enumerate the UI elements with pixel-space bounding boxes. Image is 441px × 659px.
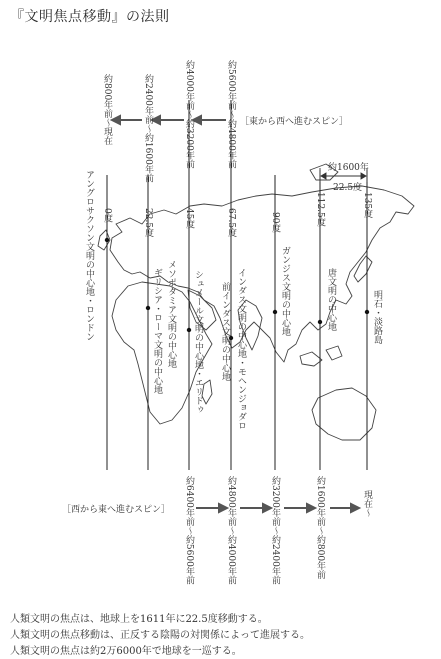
degree-label-3: 67.5度 xyxy=(226,208,236,238)
center-label-tang: 唐文明の中心地 xyxy=(326,268,336,331)
center-label-mesopotamia: メソポタミア文明の中心地 xyxy=(166,260,176,368)
australia-outline xyxy=(312,388,376,440)
madagascar-outline xyxy=(202,380,212,404)
lower-spin-label: ［西から東へ進むスピン］ xyxy=(62,505,171,515)
lower-period-0: 約6400年前〜約5600年前 xyxy=(184,476,194,585)
upper-period-0: 約800年前〜現在 xyxy=(102,74,112,146)
lower-period-1: 約4800年前〜約4000年前 xyxy=(226,476,236,585)
caption-line-3: 人類文明の焦点は約2万6000年で地球を一巡する。 xyxy=(10,646,242,657)
center-label-eridu: シュメール文明の中心地・エリドゥ xyxy=(193,270,203,414)
degree-label-2: 45度 xyxy=(184,208,194,229)
interval-years: 約1600年 xyxy=(328,163,369,173)
center-label-ganges: ガンジス文明の中心地 xyxy=(280,246,290,336)
lower-period-3: 約1600年前〜約800年前 xyxy=(315,476,325,580)
center-label-pre-indus: 前インダス文明の中心地 xyxy=(220,282,230,381)
caption-line-2: 人類文明の焦点移動は、正反する陰陽の対関係によって進展する。 xyxy=(10,630,310,641)
interval-degrees: 22.5度 xyxy=(333,183,363,193)
upper-arrows xyxy=(112,116,226,124)
center-label-london: アングロサクソン文明の中心地・ロンドン xyxy=(84,170,94,341)
dot-mesopotamia xyxy=(187,328,191,332)
center-label-akashi: 明石・淡路島 xyxy=(372,290,382,344)
lower-period-2: 約3200年前〜約2400年前 xyxy=(270,476,280,585)
center-label-greece: ギリシア・ローマ文明の中心地 xyxy=(152,268,162,394)
degree-label-5: 112.5度 xyxy=(315,192,325,227)
caption-line-1: 人類文明の焦点は、地球上を1611年に22.5度移動する。 xyxy=(10,614,268,625)
sea-islands-outline xyxy=(300,352,322,366)
degree-label-1: 22.5度 xyxy=(143,208,153,238)
degree-label-0: 0度 xyxy=(102,208,112,223)
dot-akashi xyxy=(365,310,369,314)
degree-label-4: 90度 xyxy=(270,212,280,233)
degree-label-6: 135度 xyxy=(362,192,372,219)
upper-period-1: 約2400年前〜約1600年前 xyxy=(143,74,153,183)
upper-spin-label: ［東から西へ進むスピン］ xyxy=(240,117,349,127)
dot-greece xyxy=(146,306,150,310)
page-title: 『文明焦点移動』の法則 xyxy=(10,9,170,25)
dot-ganges xyxy=(273,310,277,314)
lower-period-4: 現在〜 xyxy=(362,490,372,517)
dot-london xyxy=(105,238,109,242)
dot-tang xyxy=(318,320,322,324)
upper-period-3: 約5600年前〜約4800年前 xyxy=(226,60,236,169)
upper-period-2: 約4000年前〜約3200年前 xyxy=(184,60,194,169)
japan-outline xyxy=(354,256,372,282)
center-label-mohenjo-daro: インダス文明の中心地・モヘンジョダロ xyxy=(236,268,246,430)
